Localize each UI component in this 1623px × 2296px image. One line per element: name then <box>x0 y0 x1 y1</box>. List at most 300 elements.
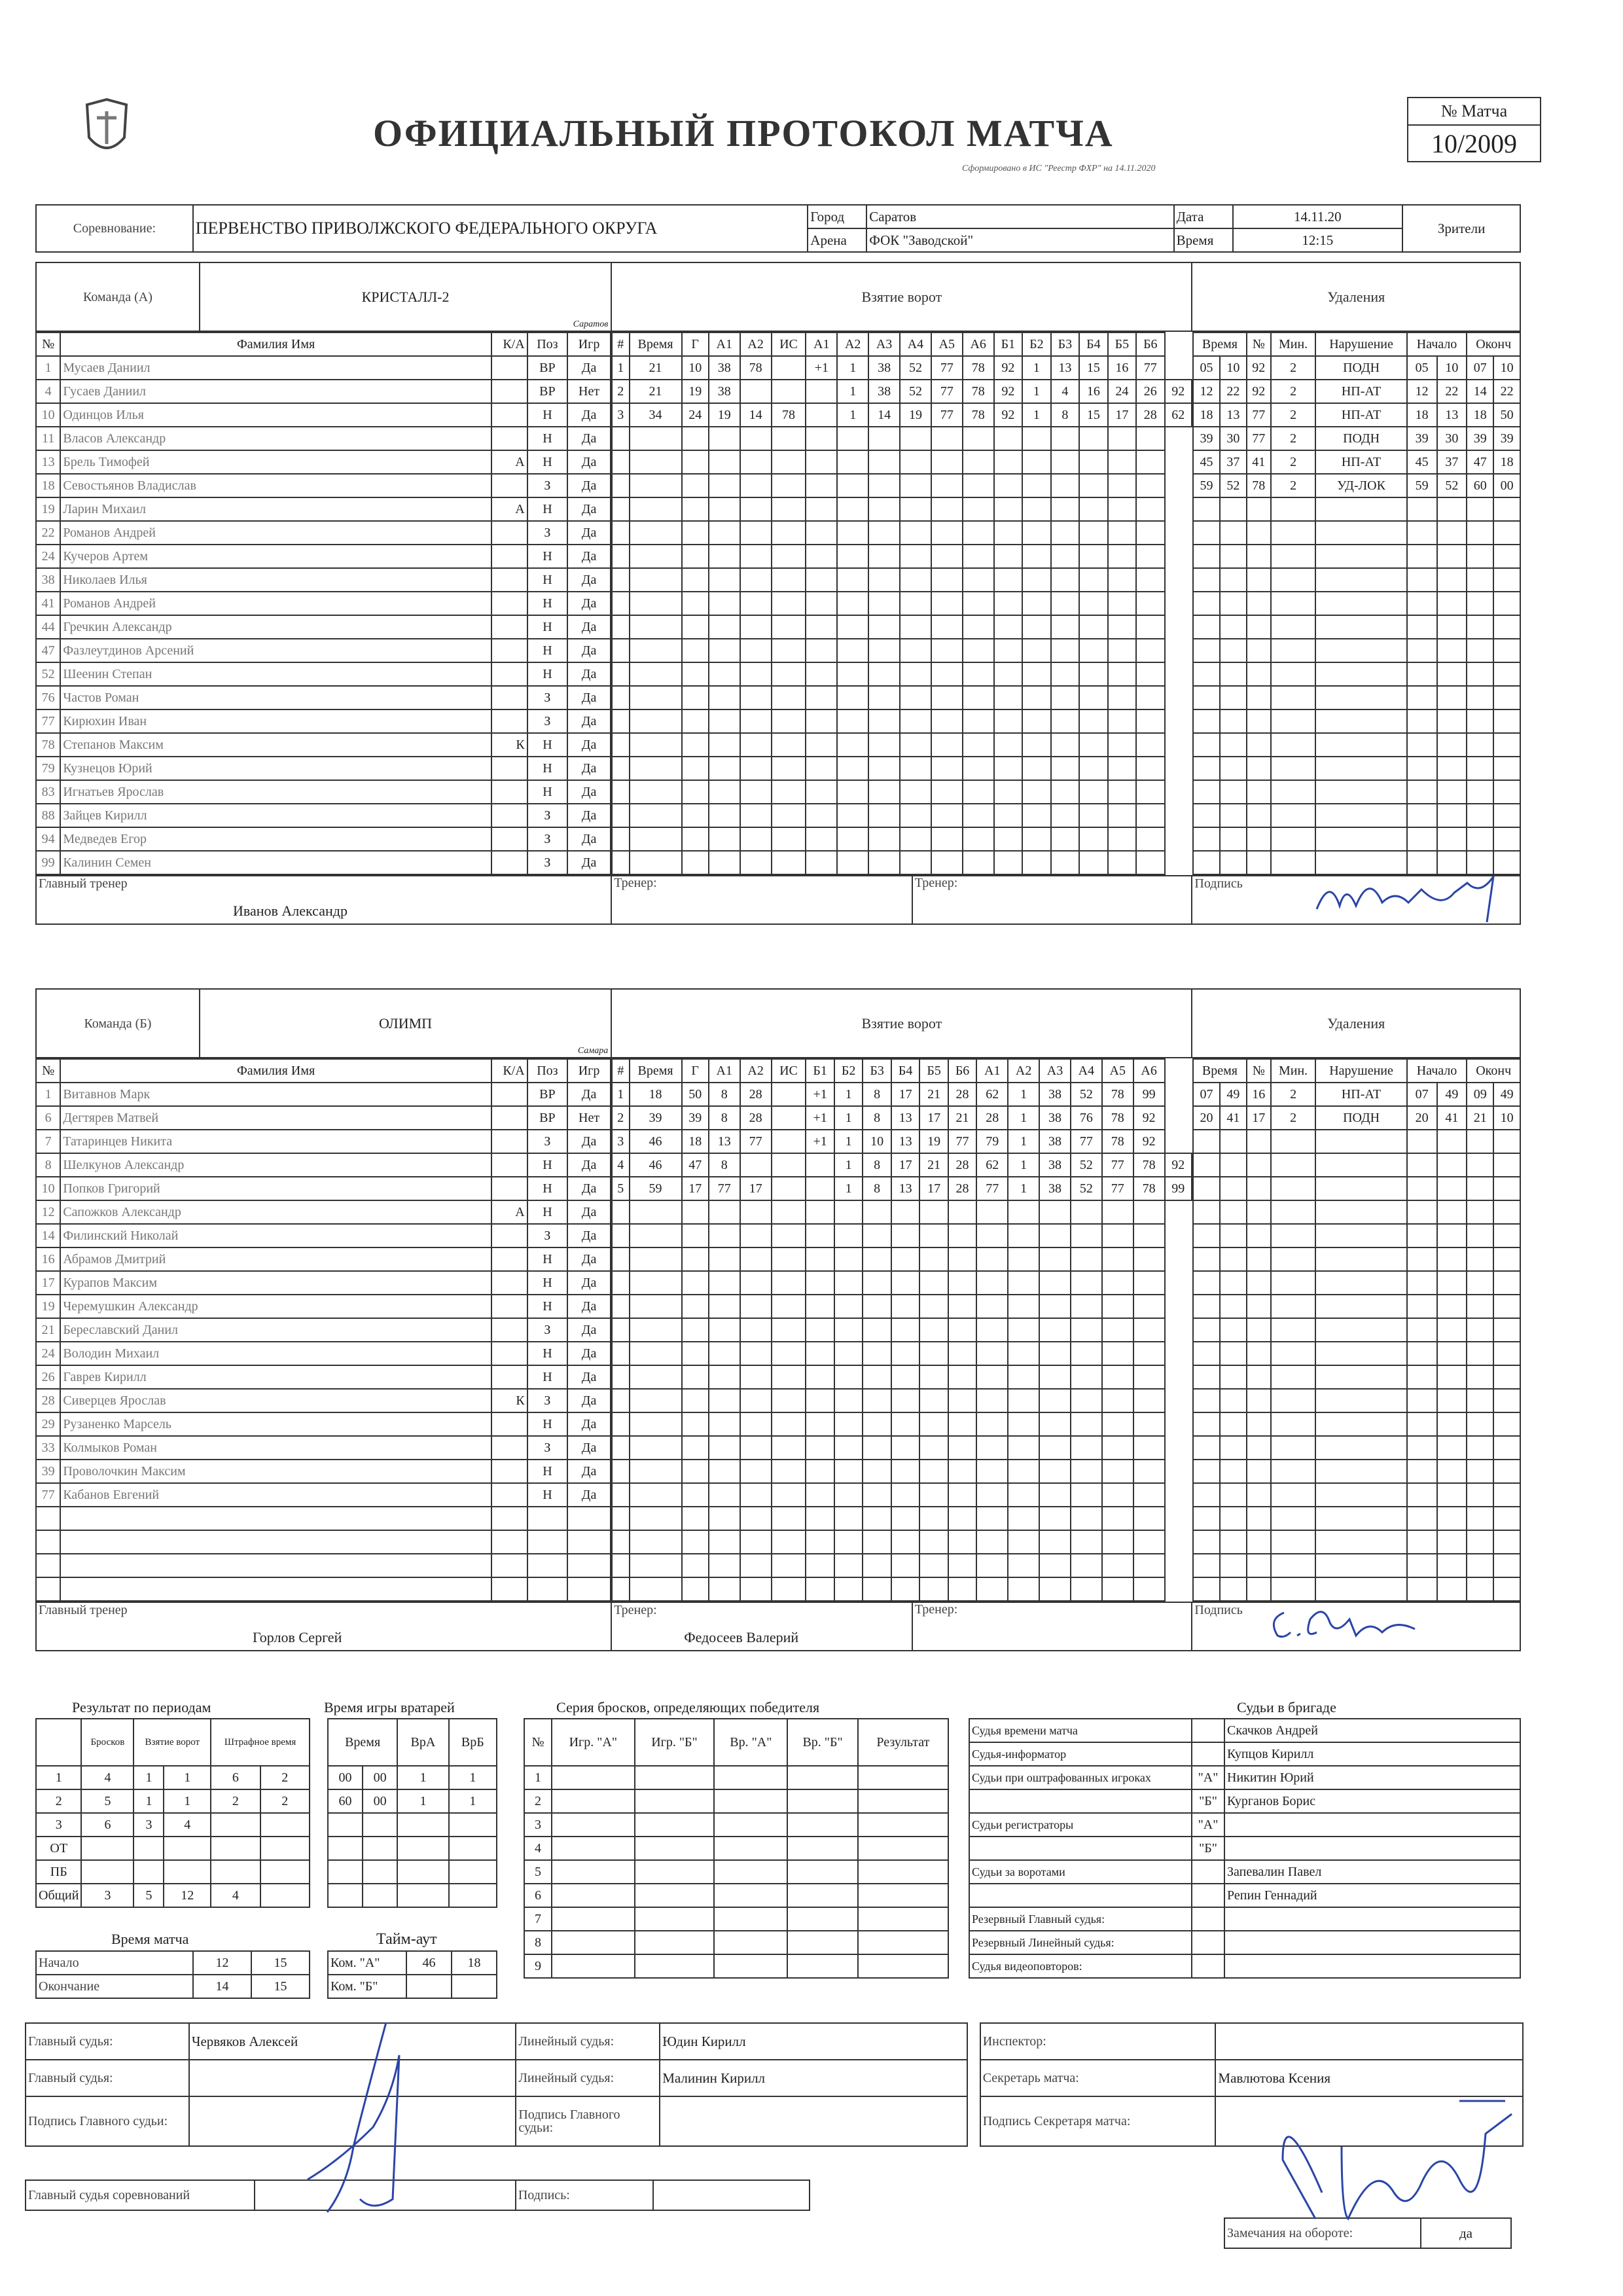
penalty-cell <box>1193 1200 1220 1224</box>
goal-cell <box>630 709 682 733</box>
goal-cell <box>1022 827 1050 851</box>
goal-cell <box>837 474 868 497</box>
shootout-cell <box>714 1766 787 1789</box>
penalty-cell <box>1407 1483 1437 1507</box>
penalty-cell <box>1247 662 1271 686</box>
penalty-cell <box>1220 1224 1247 1247</box>
goal-cell <box>630 733 682 757</box>
goal-cell <box>709 450 740 474</box>
roster-ka-head: К/А <box>491 332 527 356</box>
player-name: Володин Михаил <box>60 1342 491 1365</box>
goal-cell: 38 <box>1039 1153 1071 1177</box>
shootout-cell <box>635 1837 715 1860</box>
penalty-cell <box>1437 709 1467 733</box>
penalty-cell <box>1437 545 1467 568</box>
goal-cell <box>740 1271 772 1295</box>
goal-cell <box>772 757 806 780</box>
penalty-cell <box>1271 1554 1316 1577</box>
goalie-cell <box>363 1813 397 1837</box>
goal-cell <box>868 592 900 615</box>
goal-cell <box>1008 1224 1039 1247</box>
penalty-cell <box>1271 804 1316 827</box>
player-number <box>36 1577 60 1601</box>
goal-cell <box>1133 1577 1165 1601</box>
official-name <box>1224 1954 1520 1978</box>
penalty-cell <box>1493 1436 1520 1460</box>
goals-col-head: А1 <box>976 1059 1008 1083</box>
match-info <box>35 204 1521 253</box>
goals-col-head: Б2 <box>834 1059 863 1083</box>
goal-cell <box>682 851 709 874</box>
goal-cell <box>1071 1436 1102 1460</box>
goal-cell <box>994 757 1022 780</box>
goal-cell <box>612 1342 630 1365</box>
player-plays: Да <box>567 568 611 592</box>
player-name: Степанов Максим <box>60 733 491 757</box>
goal-cell: 38 <box>868 380 900 403</box>
goal-cell <box>891 1365 919 1389</box>
penalty-cell <box>1437 521 1467 545</box>
goal-cell <box>834 1365 863 1389</box>
period-cell: 3 <box>81 1884 134 1907</box>
shootout-cell <box>787 1766 857 1789</box>
goal-cell <box>834 1247 863 1271</box>
period-label: 1 <box>36 1766 81 1789</box>
date-label: Дата <box>1174 205 1233 228</box>
match-start-m: 15 <box>251 1951 310 1975</box>
goal-cell <box>919 1483 948 1507</box>
goal-cell <box>868 497 900 521</box>
goal-cell: 77 <box>1071 1130 1102 1153</box>
goal-cell: 26 <box>1136 380 1164 403</box>
penalty-cell <box>1247 733 1271 757</box>
goal-cell <box>963 780 994 804</box>
table-row <box>36 356 611 380</box>
penalty-cell <box>1493 497 1520 521</box>
penalty-cell: ПОДН <box>1315 1106 1406 1130</box>
penalty-row <box>1193 450 1520 474</box>
penalty-cell: 14 <box>1467 380 1493 403</box>
goal-cell <box>1008 1483 1039 1507</box>
goal-cell <box>772 1177 806 1200</box>
goals-col-head: А6 <box>963 332 994 356</box>
penalty-cell <box>1437 1389 1467 1412</box>
player-position: Н <box>527 1153 567 1177</box>
shootout-row <box>524 1954 948 1978</box>
goal-row <box>612 521 1192 545</box>
goal-cell <box>1133 1389 1165 1412</box>
penalty-cell <box>1193 1389 1220 1412</box>
goal-cell <box>931 568 963 592</box>
goal-cell <box>1108 615 1136 639</box>
goal-cell <box>1136 474 1164 497</box>
player-name: Кучеров Артем <box>60 545 491 568</box>
goal-cell <box>900 521 931 545</box>
goal-cell <box>837 568 868 592</box>
sign-main-label-2: Подпись Главного судьи: <box>516 2096 660 2146</box>
goals-col-head: Б4 <box>1079 332 1107 356</box>
penalty-cell: 13 <box>1437 403 1467 427</box>
goal-cell <box>682 1318 709 1342</box>
player-position: З <box>527 1318 567 1342</box>
penalty-cell: 13 <box>1220 403 1247 427</box>
player-position: Н <box>527 403 567 427</box>
penalty-cell <box>1247 1460 1271 1483</box>
penalty-cell <box>1437 1130 1467 1153</box>
goalie-cell <box>397 1837 448 1860</box>
player-number: 10 <box>36 403 60 427</box>
goal-cell <box>919 1295 948 1318</box>
penalty-cell: 41 <box>1247 450 1271 474</box>
goals-col-head: Б1 <box>806 1059 834 1083</box>
official-side: "Б" <box>1192 1789 1224 1813</box>
penalty-cell <box>1193 1507 1220 1530</box>
goal-cell <box>806 427 837 450</box>
penalty-cell <box>1467 1530 1493 1554</box>
penalty-cell <box>1247 1271 1271 1295</box>
goalie-cell: 00 <box>363 1789 397 1813</box>
goal-cell <box>931 827 963 851</box>
goal-cell <box>931 450 963 474</box>
goal-cell <box>1071 1389 1102 1412</box>
goal-cell <box>806 545 837 568</box>
penalty-cell: 18 <box>1407 403 1437 427</box>
goal-cell: 4 <box>1051 380 1079 403</box>
goal-cell <box>1108 592 1136 615</box>
goal-cell <box>1136 545 1164 568</box>
penalty-cell <box>1467 1483 1493 1507</box>
player-number: 44 <box>36 615 60 639</box>
goalie-time-title: Время игры вратарей <box>324 1699 455 1715</box>
goal-cell: 19 <box>919 1130 948 1153</box>
period-cell: 12 <box>164 1884 211 1907</box>
goal-cell <box>772 1412 806 1436</box>
penalty-cell <box>1271 1530 1316 1554</box>
goal-cell: 38 <box>709 356 740 380</box>
player-position: Н <box>527 1200 567 1224</box>
shootout-col-head: № <box>524 1719 552 1766</box>
goal-cell <box>1079 521 1107 545</box>
goal-cell <box>1051 639 1079 662</box>
player-position: З <box>527 804 567 827</box>
official-row <box>969 1719 1520 1742</box>
goal-cell <box>630 1436 682 1460</box>
penalty-cell <box>1271 639 1316 662</box>
goal-cell <box>709 1483 740 1507</box>
goal-cell <box>772 1247 806 1271</box>
team-b-signature <box>1264 1602 1461 1651</box>
official-role: Резервный Линейный судья: <box>969 1931 1192 1954</box>
penalty-cell <box>1493 1460 1520 1483</box>
goal-cell <box>931 639 963 662</box>
table-row <box>36 427 611 450</box>
goal-cell <box>612 639 630 662</box>
penalty-row <box>1193 1577 1520 1601</box>
goal-cell <box>740 1365 772 1389</box>
penalty-cell <box>1193 780 1220 804</box>
goal-cell <box>682 1577 709 1601</box>
shootout-number: 5 <box>524 1860 552 1884</box>
goal-cell <box>612 1530 630 1554</box>
penalty-cell <box>1467 851 1493 874</box>
goals-col-head: А4 <box>1071 1059 1102 1083</box>
penalty-cell <box>1467 545 1493 568</box>
penalty-cell <box>1437 1507 1467 1530</box>
pen-col-head: Нарушение <box>1315 1059 1406 1083</box>
table-row <box>36 1483 611 1507</box>
penalty-cell <box>1220 709 1247 733</box>
penalty-cell <box>1437 1177 1467 1200</box>
penalty-cell <box>1407 1177 1437 1200</box>
periods-table <box>35 1718 310 1908</box>
goal-cell <box>994 709 1022 733</box>
goal-cell: 1 <box>1008 1106 1039 1130</box>
penalty-cell <box>1467 1295 1493 1318</box>
goal-cell <box>868 474 900 497</box>
shootout-cell <box>787 1884 857 1907</box>
goal-cell: 14 <box>868 403 900 427</box>
goalie-row <box>328 1789 497 1813</box>
penalty-cell <box>1220 1153 1247 1177</box>
team-a-trainer2-label: Тренер: <box>912 876 1192 924</box>
penalty-cell <box>1220 1460 1247 1483</box>
goal-cell <box>740 427 772 450</box>
goal-cell <box>976 1200 1008 1224</box>
penalty-cell <box>1315 1412 1406 1436</box>
official-side <box>1192 1860 1224 1884</box>
player-ka: А <box>491 450 527 474</box>
penalty-cell <box>1271 1318 1316 1342</box>
goal-cell <box>709 1247 740 1271</box>
team-b-trainer2-label: Тренер: <box>912 1602 1192 1651</box>
penalty-row <box>1193 615 1520 639</box>
goal-cell <box>834 1224 863 1247</box>
goal-cell <box>740 450 772 474</box>
goal-cell <box>1051 545 1079 568</box>
goalie-cell <box>449 1813 497 1837</box>
penalty-cell <box>1220 1554 1247 1577</box>
shootout-number: 2 <box>524 1789 552 1813</box>
shootout-cell <box>858 1837 948 1860</box>
goal-cell <box>682 615 709 639</box>
goal-cell <box>1008 1530 1039 1554</box>
goal-cell <box>948 1554 976 1577</box>
penalty-cell: 17 <box>1247 1106 1271 1130</box>
period-cell: 1 <box>134 1766 164 1789</box>
goal-cell <box>772 615 806 639</box>
shootout-cell <box>787 1789 857 1813</box>
goal-cell <box>682 639 709 662</box>
goal-cell: 1 <box>837 380 868 403</box>
shootout-col-head: Игр. "А" <box>552 1719 634 1766</box>
goal-cell: 2 <box>612 1106 630 1130</box>
penalty-cell <box>1437 1342 1467 1365</box>
player-name: Фазлеутдинов Арсений <box>60 639 491 662</box>
roster-play-head: Игр <box>567 332 611 356</box>
goal-cell: 18 <box>630 1083 682 1106</box>
penalty-row <box>1193 1200 1520 1224</box>
goal-cell <box>868 686 900 709</box>
goal-cell <box>931 545 963 568</box>
goal-cell: 5 <box>612 1177 630 1200</box>
penalty-cell <box>1493 780 1520 804</box>
goal-cell: 28 <box>948 1153 976 1177</box>
penalty-cell <box>1407 1130 1437 1153</box>
goal-cell <box>612 568 630 592</box>
goalie-cell <box>328 1884 363 1907</box>
player-plays: Да <box>567 1083 611 1106</box>
penalty-row <box>1193 592 1520 615</box>
goal-cell: 1 <box>1008 1130 1039 1153</box>
goal-cell <box>963 615 994 639</box>
goal-cell <box>900 450 931 474</box>
penalty-cell <box>1247 545 1271 568</box>
player-name: Дегтярев Матвей <box>60 1106 491 1130</box>
goal-cell <box>948 1224 976 1247</box>
player-name <box>60 1577 491 1601</box>
roster-header <box>36 332 611 356</box>
goal-cell <box>806 474 837 497</box>
penalty-cell: 22 <box>1220 380 1247 403</box>
penalty-cell <box>1193 521 1220 545</box>
timeout-a-sec: 18 <box>452 1951 497 1975</box>
period-cell <box>81 1860 134 1884</box>
penalty-cell <box>1193 1342 1220 1365</box>
goal-cell <box>931 733 963 757</box>
goal-cell: 77 <box>931 403 963 427</box>
goals-col-head: Б1 <box>994 332 1022 356</box>
penalty-cell <box>1220 1247 1247 1271</box>
player-ka <box>491 1342 527 1365</box>
penalty-cell: 2 <box>1271 474 1316 497</box>
goal-cell <box>740 1530 772 1554</box>
penalty-cell <box>1407 757 1437 780</box>
penalty-cell <box>1437 1247 1467 1271</box>
penalty-cell <box>1493 757 1520 780</box>
penalty-cell <box>1407 1412 1437 1436</box>
goal-cell: 62 <box>976 1083 1008 1106</box>
penalty-cell: 60 <box>1467 474 1493 497</box>
goal-cell: 78 <box>772 403 806 427</box>
period-label: 3 <box>36 1813 81 1837</box>
goal-cell <box>772 1483 806 1507</box>
goal-cell <box>834 1295 863 1318</box>
goalie-cell <box>397 1813 448 1837</box>
goalie-cell <box>328 1860 363 1884</box>
goal-row <box>612 662 1192 686</box>
goal-cell <box>1051 733 1079 757</box>
penalty-cell: 2 <box>1271 1106 1316 1130</box>
player-position: Н <box>527 1460 567 1483</box>
goal-cell <box>709 1460 740 1483</box>
shootout-cell <box>635 1954 715 1978</box>
goal-cell: 77 <box>709 1177 740 1200</box>
penalty-cell <box>1193 1436 1220 1460</box>
goal-cell <box>837 804 868 827</box>
penalty-row <box>1193 1130 1520 1153</box>
goal-cell <box>709 662 740 686</box>
goal-cell <box>612 1318 630 1342</box>
goal-cell <box>682 1295 709 1318</box>
goal-cell <box>891 1271 919 1295</box>
goal-cell <box>1022 592 1050 615</box>
goal-cell <box>837 615 868 639</box>
player-number: 79 <box>36 757 60 780</box>
goal-cell <box>682 545 709 568</box>
pen-col-head: Время <box>1193 1059 1247 1083</box>
goal-cell: 8 <box>709 1083 740 1106</box>
goal-cell <box>1136 615 1164 639</box>
goal-cell <box>630 545 682 568</box>
goal-row <box>612 356 1192 380</box>
official-side <box>1192 1742 1224 1766</box>
goal-cell <box>976 1389 1008 1412</box>
player-position: Н <box>527 427 567 450</box>
penalty-cell <box>1193 662 1220 686</box>
goal-cell <box>630 827 682 851</box>
goal-cell <box>868 450 900 474</box>
player-name: Береславский Данил <box>60 1318 491 1342</box>
goal-cell <box>709 615 740 639</box>
penalty-cell: 2 <box>1271 380 1316 403</box>
goal-cell <box>709 1577 740 1601</box>
table-row <box>36 568 611 592</box>
line1-name: Юдин Кирилл <box>660 2023 967 2060</box>
match-number: 10/2009 <box>1431 129 1518 158</box>
penalty-cell <box>1220 1530 1247 1554</box>
goal-cell <box>948 1483 976 1507</box>
goal-cell <box>900 545 931 568</box>
penalty-row <box>1193 1436 1520 1460</box>
player-position: Н <box>527 639 567 662</box>
penalty-cell <box>1493 733 1520 757</box>
goal-cell <box>682 709 709 733</box>
table-row <box>36 1318 611 1342</box>
penalty-cell <box>1467 1130 1493 1153</box>
goal-cell <box>994 662 1022 686</box>
player-plays <box>567 1554 611 1577</box>
goal-cell <box>806 804 837 827</box>
goal-cell <box>740 804 772 827</box>
goal-cell: 1 <box>1022 403 1050 427</box>
goal-cell <box>1079 545 1107 568</box>
period-row <box>36 1789 310 1813</box>
team-a-label: Команда (А) <box>36 262 200 331</box>
goal-cell <box>806 1295 834 1318</box>
player-ka <box>491 1507 527 1530</box>
goal-cell <box>630 1271 682 1295</box>
goal-cell <box>919 1436 948 1460</box>
player-number: 83 <box>36 780 60 804</box>
penalty-cell <box>1467 662 1493 686</box>
player-plays: Да <box>567 827 611 851</box>
goals-col-head: ИС <box>772 332 806 356</box>
team-b-coach-label: Главный тренер <box>39 1603 128 1617</box>
goal-cell <box>1008 1200 1039 1224</box>
period-cell <box>164 1860 211 1884</box>
goal-cell: 8 <box>709 1106 740 1130</box>
player-name: Гречкин Александр <box>60 615 491 639</box>
goal-cell <box>630 450 682 474</box>
goal-cell <box>806 1554 834 1577</box>
penalty-cell <box>1315 1200 1406 1224</box>
goals-col-head: Г <box>682 1059 709 1083</box>
penalty-cell <box>1493 1530 1520 1554</box>
goal-cell <box>919 1577 948 1601</box>
penalty-cell: 12 <box>1193 380 1220 403</box>
goal-cell <box>863 1412 891 1436</box>
goal-cell: 77 <box>1102 1153 1133 1177</box>
